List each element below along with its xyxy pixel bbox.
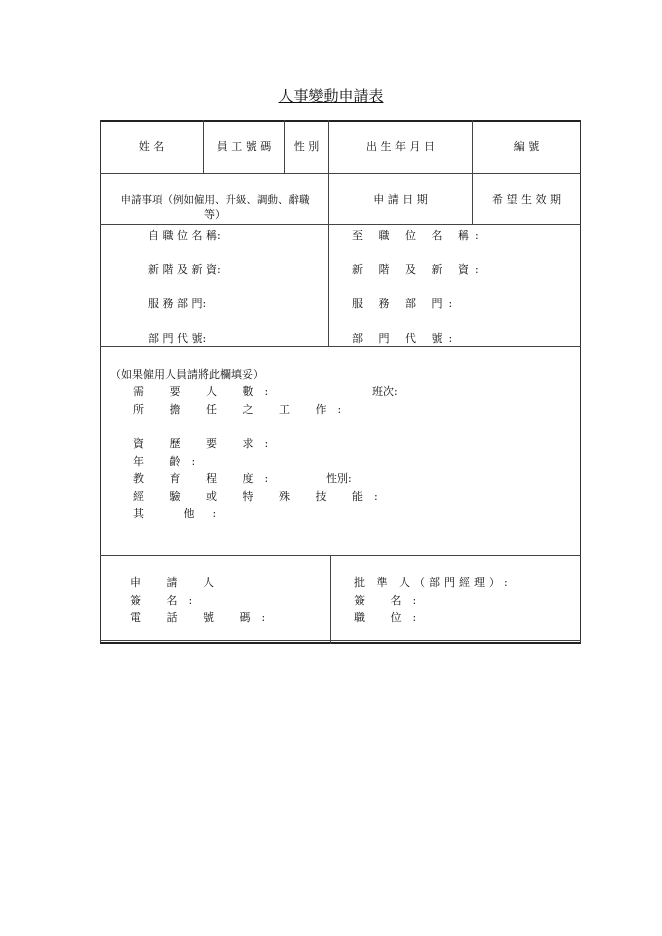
label-hiring-gender: 性別:: [326, 472, 352, 485]
label-to-position: 至 職 位 名 稱:: [352, 229, 485, 242]
label-from-department: 服 務 部 門:: [148, 297, 207, 310]
label-approver: 批 準 人（部門經理）:: [354, 576, 512, 589]
form-title: 人事變動申請表: [278, 87, 384, 105]
form-right-edge: [580, 120, 581, 644]
divider-hiring: [100, 555, 581, 556]
label-duties: 所 擔 任 之 工 作:: [133, 403, 353, 416]
col-divider-sign: [330, 555, 331, 644]
label-shift: 班次:: [372, 385, 398, 398]
form-left-edge: [100, 120, 101, 644]
label-serial-no: 編 號: [513, 140, 540, 153]
label-approver-signature: 簽 名:: [354, 594, 428, 607]
divider-transfer: [100, 346, 581, 347]
divider-bottom: [100, 640, 581, 641]
label-effective-date: 希 望 生 效 期: [492, 193, 561, 206]
label-applicant-phone: 電 話 號 碼:: [130, 611, 277, 624]
label-from-position: 自 職 位 名 稱:: [148, 229, 221, 242]
label-experience: 經 驗 或 特 殊 技 能:: [133, 490, 389, 503]
col-divider-4: [472, 120, 473, 224]
label-from-dept-code: 部 門 代 號:: [148, 332, 207, 345]
label-to-salary: 新 階 及 新 資:: [352, 263, 485, 276]
label-other: 其 他:: [133, 507, 235, 520]
divider-request: [100, 224, 581, 225]
label-age: 年 齡:: [133, 455, 207, 468]
label-approver-position: 職 位:: [354, 611, 428, 624]
label-qualifications: 資 歷 要 求:: [133, 437, 280, 450]
label-applicant-signature: 簽 名:: [130, 594, 204, 607]
label-from-salary: 新 階 及 新 資:: [148, 263, 221, 276]
divider-header: [100, 173, 581, 174]
label-applicant: 申 請 人: [130, 576, 225, 589]
label-to-department: 服 務 部 門:: [352, 297, 459, 310]
label-request-items-cont: 等）: [204, 208, 226, 221]
label-request-items: 申請事項（例如僱用、升級、調動、辭職: [120, 194, 310, 206]
label-to-dept-code: 部 門 代 號:: [352, 332, 459, 345]
label-apply-date: 申 請 日 期: [373, 193, 428, 206]
label-birth-date: 出 生 年 月 日: [366, 140, 435, 153]
label-gender: 性 別: [293, 140, 320, 153]
label-hiring-note: （如果僱用人員請將此欄填妥）: [110, 368, 264, 381]
label-employee-id: 員 工 號 碼: [216, 140, 272, 153]
label-education: 教 育 程 度:: [133, 472, 280, 485]
label-name: 姓 名: [138, 140, 165, 153]
label-headcount: 需 要 人 數:: [133, 385, 280, 398]
